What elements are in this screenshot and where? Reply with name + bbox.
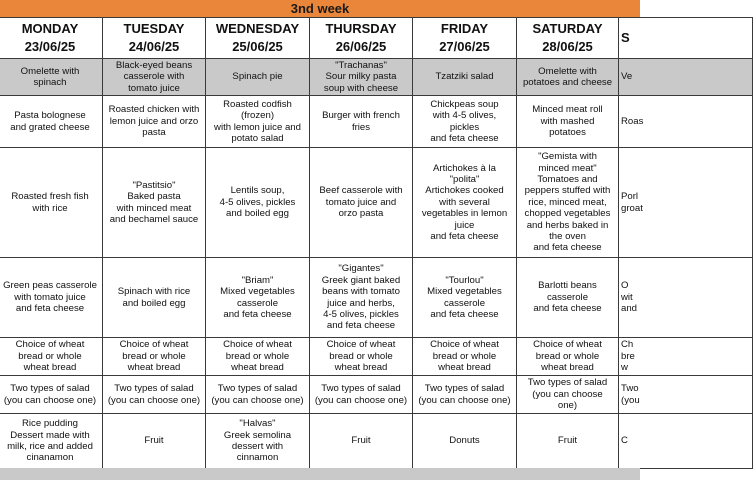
menu-cell: Roas [619, 96, 753, 148]
menu-cell: Choice of wheat bread or whole wheat bread [413, 338, 517, 376]
menu-cell: "Gigantes" Greek giant baked beans with tomato juice and herbs, 4-5 olives, pickles and feta cheese [310, 258, 413, 338]
menu-cell: Black-eyed beans casserole with tomato juice [103, 59, 206, 96]
menu-cell: Two types of salad (you can choose one) [206, 376, 310, 414]
day-header [619, 18, 753, 59]
menu-cell: Ch bre w [619, 338, 753, 376]
menu-cell: Pasta bolognese and grated cheese [0, 96, 103, 148]
day-header [413, 18, 517, 59]
menu-row-dessert [0, 414, 753, 469]
menu-cell: Rice pudding Dessert made with milk, rice and added cinanamon [0, 414, 103, 469]
menu-cell: Chickpeas soup with 4-5 olives, pickles and feta cheese [413, 96, 517, 148]
weekly-menu-table [0, 17, 753, 469]
menu-cell: Donuts [413, 414, 517, 469]
day-date: 28/06/25 [542, 39, 593, 54]
day-date: 25/06/25 [232, 39, 283, 54]
menu-cell: Beef casserole with tomato juice and orzo pasta [310, 148, 413, 258]
day-name: TUESDAY [123, 21, 185, 36]
menu-cell: Spinach pie [206, 59, 310, 96]
week-title-bar [0, 0, 640, 17]
menu-row-salad [0, 376, 753, 414]
menu-row-main-3 [0, 258, 753, 338]
menu-cell: Two types of salad (you can choose one) [103, 376, 206, 414]
day-header [517, 18, 619, 59]
menu-cell: "Tourlou" Mixed vegetables casserole and feta cheese [413, 258, 517, 338]
menu-cell: "Briam" Mixed vegetables casserole and feta cheese [206, 258, 310, 338]
day-date: 23/06/25 [24, 39, 76, 54]
day-name: SATURDAY [532, 21, 603, 36]
menu-cell: Choice of wheat bread or whole wheat bread [103, 338, 206, 376]
menu-cell: Omelette with potatoes and cheese [517, 59, 619, 96]
menu-cell: "Trachanas" Sour milky pasta soup with cheese [310, 59, 413, 96]
menu-cell: "Gemista with minced meat" Tomatoes and peppers stuffed with rice, minced meat, chopped vegetables and herbs baked in the oven and feta cheese [517, 148, 619, 258]
menu-cell: Minced meat roll with mashed potatoes [517, 96, 619, 148]
menu-cell: Choice of wheat bread or whole wheat bread [310, 338, 413, 376]
menu-cell: Two types of salad (you can choose one) [310, 376, 413, 414]
menu-cell: Porl groat [619, 148, 753, 258]
menu-cell: Green peas casserole with tomato juice and feta cheese [0, 258, 103, 338]
menu-cell: Burger with french fries [310, 96, 413, 148]
day-header [103, 18, 206, 59]
day-date: 26/06/25 [335, 39, 387, 54]
day-header [0, 18, 103, 59]
menu-cell: Two types of salad (you can choose one) [0, 376, 103, 414]
menu-cell: Barlotti beans casserole and feta cheese [517, 258, 619, 338]
day-name: WEDNESDAY [215, 21, 300, 36]
menu-cell: Choice of wheat bread or whole wheat bread [206, 338, 310, 376]
day-name: S [621, 30, 630, 45]
menu-cell: Two types of salad (you can choose one) [413, 376, 517, 414]
day-name: THURSDAY [325, 21, 397, 36]
menu-cell: Tzatziki salad [413, 59, 517, 96]
day-name: MONDAY [21, 21, 79, 36]
menu-cell: Two (you [619, 376, 753, 414]
menu-cell: Fruit [103, 414, 206, 469]
menu-cell: C [619, 414, 753, 469]
menu-row-breakfast [0, 59, 753, 96]
day-date: 24/06/25 [128, 39, 180, 54]
menu-cell: Two types of salad (you can choose one) [517, 376, 619, 414]
menu-cell: O wit and [619, 258, 753, 338]
menu-cell: Spinach with rice and boiled egg [103, 258, 206, 338]
day-name: FRIDAY [440, 21, 489, 36]
menu-cell: Omelette with spinach [0, 59, 103, 96]
menu-row-main-2 [0, 148, 753, 258]
footer-bar [0, 468, 640, 480]
day-header-row [0, 18, 753, 59]
menu-cell: Ve [619, 59, 753, 96]
week-title: 3nd week [290, 1, 350, 16]
menu-cell: Roasted chicken with lemon juice and orzo pasta [103, 96, 206, 148]
day-header [310, 18, 413, 59]
menu-cell: "Pastitsio" Baked pasta with minced meat and bechamel sauce [103, 148, 206, 258]
menu-cell: Fruit [517, 414, 619, 469]
menu-cell: Choice of wheat bread or whole wheat bread [0, 338, 103, 376]
menu-cell: Fruit [310, 414, 413, 469]
menu-cell: Roasted fresh fish with rice [0, 148, 103, 258]
menu-cell: Choice of wheat bread or whole wheat bread [517, 338, 619, 376]
menu-cell: Artichokes à la "polita" Artichokes cooked with several vegetables in lemon juice and feta cheese [413, 148, 517, 258]
menu-row-main-1 [0, 96, 753, 148]
day-header [206, 18, 310, 59]
menu-cell: Lentils soup, 4-5 olives, pickles and boiled egg [206, 148, 310, 258]
menu-cell: "Halvas" Greek semolina dessert with cinnamon [206, 414, 310, 469]
menu-cell: Roasted codfish (frozen) with lemon juice and potato salad [206, 96, 310, 148]
day-date: 27/06/25 [439, 39, 490, 54]
menu-row-bread [0, 338, 753, 376]
